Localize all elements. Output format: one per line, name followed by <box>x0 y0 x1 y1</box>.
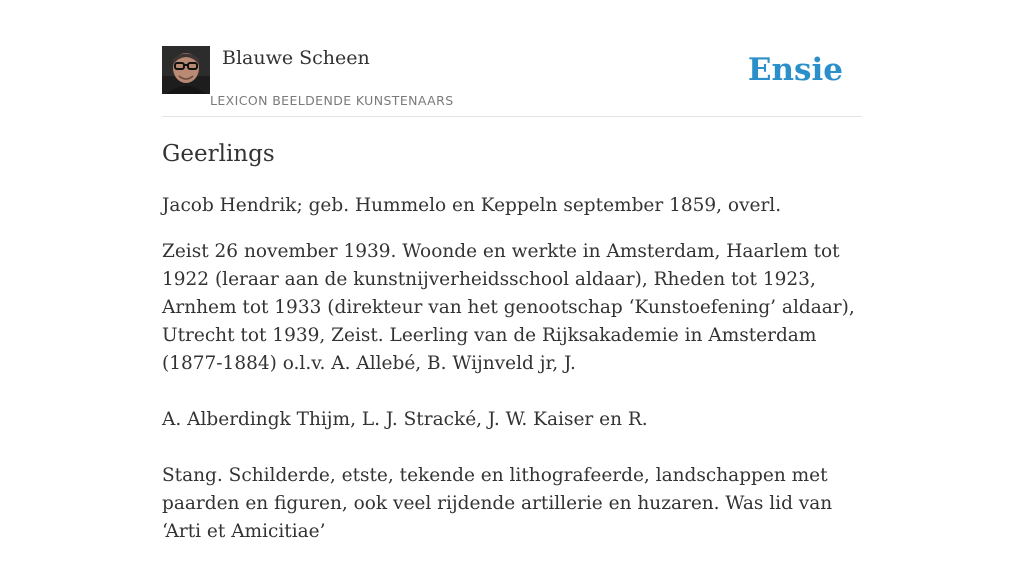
entry-paragraph-2: Zeist 26 november 1939. Woonde en werkte in Amsterdam, Haarlem tot 1922 (leraar aan de kunstnijverheidsschool aldaar), Rheden tot 1923, Arnhem tot 1933 (direkteur van het genootschap ‘Kunstoefening’ aldaar), Utrecht tot 1939, Zeist. Leerling van de Rijksakademie in Amsterdam (1877-1884) o.l.v. A. Allebé, B. Wijnveld jr, J. <box>162 241 855 374</box>
page-title: Geerlings <box>162 141 275 167</box>
person-photo-icon <box>162 46 210 94</box>
entry-paragraph-3: A. Alberdingk Thijm, L. J. Stracké, J. W. Kaiser en R. <box>162 409 648 430</box>
avatar[interactable] <box>162 46 210 94</box>
brand-logo[interactable]: Ensie <box>747 52 843 88</box>
page-header <box>162 46 862 117</box>
entry-paragraph-4: Stang. Schilderde, etste, tekende en lithografeerde, landschappen met paarden en figuren, ook veel rijdende artillerie en huzaren. Was lid van ‘Arti et Amicitiae’ <box>162 465 833 542</box>
author-name[interactable]: Blauwe Scheen <box>222 47 370 69</box>
section-label[interactable]: LEXICON BEELDENDE KUNSTENAARS <box>210 93 454 108</box>
entry-content <box>162 136 862 564</box>
entry-paragraph-1: Jacob Hendrik; geb. Hummelo en Keppeln september 1859, overl. <box>162 195 782 216</box>
